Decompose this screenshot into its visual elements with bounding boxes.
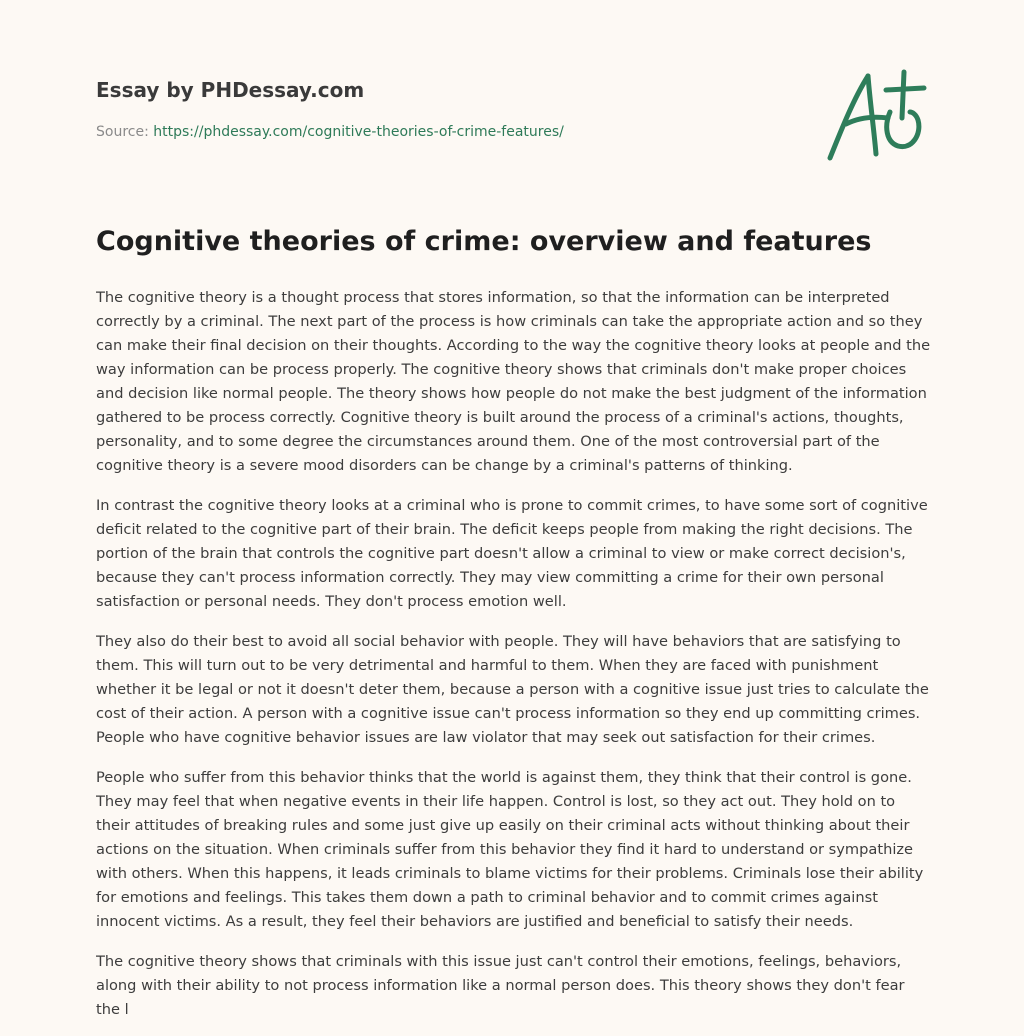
logo-letter-a-crossbar [846, 117, 888, 124]
paragraph: The cognitive theory shows that criminals with this issue just can't control their emotions, feelings, behaviors, along with their ability to not process information like a normal person does. This theory shows they don't fear the l [96, 953, 905, 1018]
logo-plus-horizontal [886, 88, 924, 90]
article-title: Cognitive theories of crime: overview and features [96, 226, 872, 257]
page-header [96, 0, 928, 200]
logo-plus-vertical [902, 72, 904, 118]
site-brand: Essay by PHDessay.com [96, 78, 365, 102]
paragraph: People who suffer from this behavior thinks that the world is against them, they think that their control is gone. They may feel that when negative events in their life happen. Control is lost, so they act out. They hold on to their attitudes of breaking rules and some just give up easily on their criminal acts without thinking about their actions on the situation. When criminals suffer from this behavior they find it hard to understand or sympathize with others. When this happens, it leads criminals to blame victims for their problems. Criminals lose their ability for emotions and feelings. This takes them down a path to criminal behavior and to commit crimes against innocent victims. As a result, they feel their behaviors are justified and beneficial to satisfy their needs. [96, 769, 924, 930]
source-line [96, 124, 564, 140]
paragraph: The cognitive theory is a thought process that stores information, so that the information can be interpreted correctly by a criminal. The next part of the process is how criminals can take the appropriate action and so they can make their final decision on their thoughts. According to the way the cognitive theory looks at people and the way information can be process properly. The cognitive theory shows that criminals don't make proper choices and decision like normal people. The theory shows how people do not make the best judgment of the information gathered to be process correctly. Cognitive theory is built around the process of a criminal's actions, thoughts, personality, and to some degree the circumstances around them. One of the most controversial part of the cognitive theory is a severe mood disorders can be change by a criminal's patterns of thinking. [96, 289, 931, 474]
article-body [96, 286, 932, 1036]
a-plus-grade-icon [824, 68, 928, 164]
paragraph: In contrast the cognitive theory looks at a criminal who is prone to commit crimes, to have some sort of cognitive deficit related to the cognitive part of their brain. The deficit keeps people from making the right decisions. The portion of the brain that controls the cognitive part doesn't allow a criminal to view or make correct decision's, because they can't process information correctly. They may view committing a crime for their own personal satisfaction or personal needs. They don't process emotion well. [96, 497, 928, 610]
source-link[interactable]: https://phdessay.com/cognitive-theories-of-crime-features/ [153, 124, 564, 140]
source-label: Source: [96, 124, 149, 140]
paragraph: They also do their best to avoid all social behavior with people. They will have behaviors that are satisfying to them. This will turn out to be very detrimental and harmful to them. When they are faced with punishment whether it be legal or not it doesn't deter them, because a person with a cognitive issue just tries to calculate the cost of their action. A person with a cognitive issue can't process information so they end up committing crimes. People who have cognitive behavior issues are law violator that may seek out satisfaction for their crimes. [96, 633, 929, 746]
